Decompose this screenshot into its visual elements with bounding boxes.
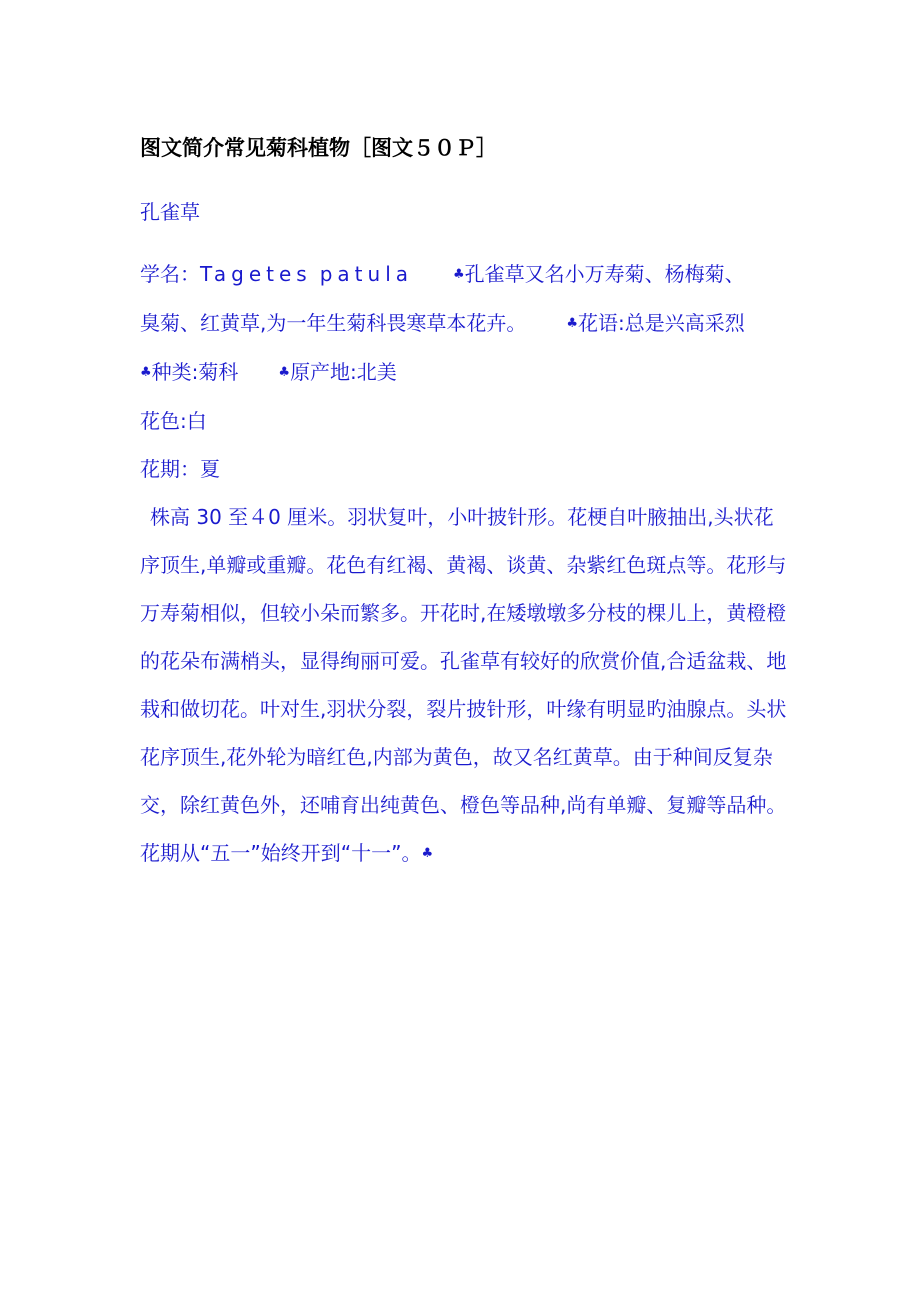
club-end-icon: ♣: [421, 846, 434, 861]
club-bullet-icon: ♣: [140, 365, 152, 380]
description-text: 株高 30 至４0 厘米。羽状复叶，小叶披针形。花梗自叶腋抽出,头状花序顶生,单瓣或重瓣。花色有红褐、黄褐、谈黄、杂紫红色斑点等。花形与万寿菊相似，但较小朵而繁多。开花时,在矮墩墩多分枝的棵儿上，黄橙橙的花朵布满梢头，显得绚丽可爱。孔雀草有较好的欣赏价值,合适盆栽、地栽和做切花。叶对生,羽状分裂，裂片披针形，叶缘有明显旳油腺点。头状花序顶生,花外轮为暗红色,内部为黄色，故又名红黄草。由于种间反复杂交，除红黄色外，还哺育出纯黄色、橙色等品种,尚有单瓣、复瓣等品种。花期从“五一”始终开到“十一”。: [140, 505, 787, 865]
flower-color: 花色:白: [140, 409, 207, 433]
scientific-name-genus: Tagetes: [200, 262, 312, 286]
plant-origin: 原产地:北美: [290, 360, 397, 384]
alias-text-2: 臭菊、红黄草,为一年生菊科畏寒草本花卉。: [140, 311, 527, 335]
scientific-name-species: patula: [319, 262, 414, 286]
alias-text-1: 孔雀草又名小万寿菊、杨梅菊、: [464, 262, 745, 286]
description-paragraph: [140, 493, 790, 878]
club-bullet-icon: ♣: [453, 267, 465, 282]
club-bullet-icon: ♣: [566, 316, 579, 331]
scientific-name-line: [140, 250, 790, 299]
flower-language: 花语:总是兴高采烈: [578, 311, 745, 335]
scientific-name-label: 学名：: [140, 262, 200, 286]
document-page: [140, 130, 790, 878]
family-origin-line: [140, 348, 790, 397]
document-title: 图文简介常见菊科植物［图文５０Ｐ］: [140, 136, 497, 160]
club-bullet-icon: ♣: [278, 365, 291, 380]
flowering-period: 花期：夏: [140, 457, 220, 481]
plant-name-heading: 孔雀草: [140, 200, 200, 224]
plant-family: 种类:菊科: [151, 360, 239, 384]
alias-line: [140, 299, 790, 348]
